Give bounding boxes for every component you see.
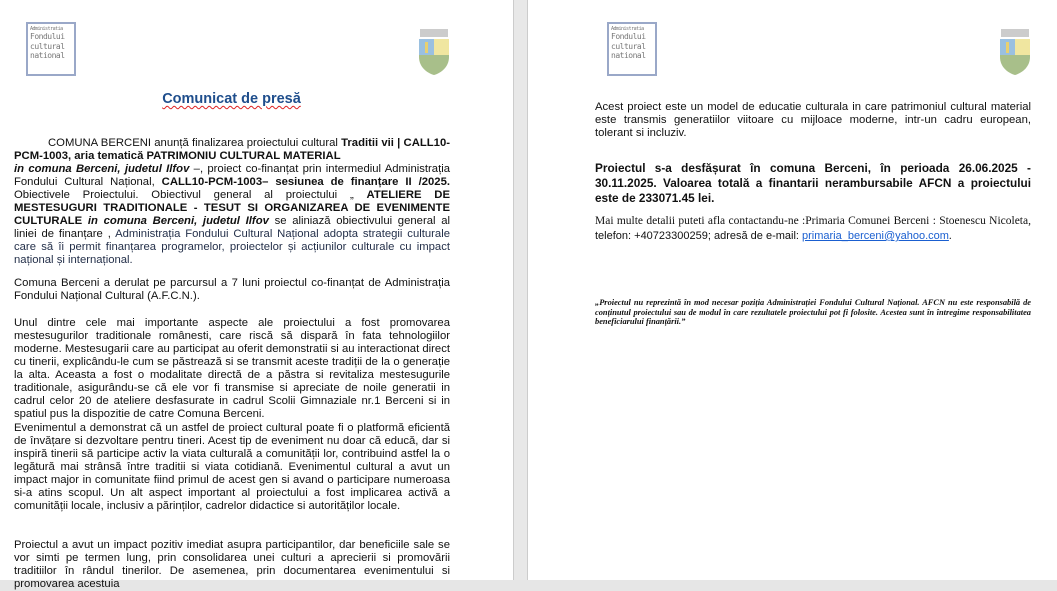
email-link[interactable]: primaria_berceni@yahoo.com: [802, 230, 949, 242]
document-page-1: [0, 0, 513, 590]
afcn-logo: Administratia Fondului cultural national: [607, 22, 657, 76]
paragraph-impact: Proiectul a avut un impact pozitiv imediat asupra participantilor, dar beneficiile sale se vor simti pe termen lung, prin consolidarea unei culturi a aprecierii si promovării traditiilor în rândul tinerilor. De asemenea, prin documentarea evenimentului si promovarea acestuia: [14, 539, 450, 590]
afcn-logo: Administratia Fondului cultural national: [26, 22, 76, 76]
berceni-coat-of-arms-icon: [998, 27, 1032, 75]
paragraph-event: Evenimentul a demonstrat că un astfel de proiect cultural poate fi o platformă eficientă de învățare si dezvoltare pentru tineri. Acest tip de eveniment nu doar că educă, dar si inspiră tinerii să participe activ la viata culturală a comunității lor, contribuind astfel la o legătură mai strânsă între traditii si viata cotidiană. Evenimentul cultural a avut un impact major in comunitate fiind primul de acest gen si avand o participare numeroasa si-a atins scopul. Un alt aspect important al proiectului a fost implicarea activă a comunității locale, inclusiv a părinților, cadrelor didactice si autorităților locale.: [14, 422, 450, 512]
intro-paragraph: COMUNA BERCENI anunță finalizarea proiectului cultural Traditii vii | CALL10-PCM-1003, aria tematică PATRIMONIU CULTURAL MATERIAL in comuna Berceni, judetul Ilfov –, proiect co-finanțat prin intermediul Administrația Fondului Cultural Național, CALL10-PCM-1003– sesiunea de finanțare II /2025. Obiectivele Proiectului. Obiectivul general al proiectului „ ATELIERE DE MESTESUGURI TRADITIONALE - TESUT SI ORGANIZAREA DE EVENIMENTE CULTURALE in comuna Berceni, judetul Ilfov se aliniază obiectivului general al liniei de finanțare , Administrația Fondului Cultural Național adopta strategii culturale care să îi permit finanțarea programelor, proiectelor și acțiunilor culturale cu impact național și internațional.: [14, 137, 450, 266]
document-page-2: [528, 0, 1057, 580]
paragraph-funding: Proiectul s-a desfășurat în comuna Berceni, în perioada 26.06.2025 - 30.11.2025. Valoarea totală a finantarii nerambursabile AFCN a proiectului este de 233071.45 lei.: [595, 161, 1031, 205]
page-1-body: [14, 137, 450, 591]
paragraph-duration: Comuna Berceni a derulat pe parcursul a 7 luni proiectul co-finanțat de Administrația Fondului Național Cultural (A.F.C.N.).: [14, 277, 450, 302]
page-separator: [513, 0, 528, 580]
paragraph-contact: Mai multe detalii puteti afla contactandu-ne :Primaria Comunei Berceni : Stoenescu Nicoleta, telefon: +40723300259; adresă de e-mail: primaria_berceni@yahoo.com.: [595, 215, 1031, 242]
page-2-body: [595, 101, 1031, 327]
berceni-coat-of-arms-icon: [417, 27, 451, 75]
paragraph-crafts: Unul dintre cele mai importante aspecte ale proiectului a fost promovarea mestesugurilor traditionale românesti, care riscă să dispară în fata tehnologiilor moderne. Mestesugarii care au participat au oferit demonstratii si au interactionat direct cu tinerii, explicându-le cum se păstrează si se transmit aceste tradiții de la o generație la alta. Aceasta a fost o modalitate directă de a păstra si revitaliza mestesugurile traditionale, asigurându-se că ele vor fi transmise si apreciate de noile generatii in cadrul celor 20 de ateliere desfasurate in cadrul Scolii Gimnaziale nr.1 Berceni si in spatiul pus la dispozitie de catre Comuna Berceni.: [14, 317, 450, 420]
disclaimer: „Proiectul nu reprezintă în mod necesar poziția Administrației Fondului Cultural Național. AFCN nu este responsabilă de conținutul proiectului sau de modul în care rezultatele proiectului pot fi folosite. Acestea sunt în întregime responsabilitatea beneficiarului finanțării.”: [595, 298, 1031, 326]
paragraph-model: Acest proiect este un model de educatie culturala in care patrimoniul cultural material este transmis generatiilor viitoare cu mijloace moderne, intr-un cadru european, tolerant si incluziv.: [595, 101, 1031, 139]
page-title: Comunicat de presă: [162, 91, 301, 107]
